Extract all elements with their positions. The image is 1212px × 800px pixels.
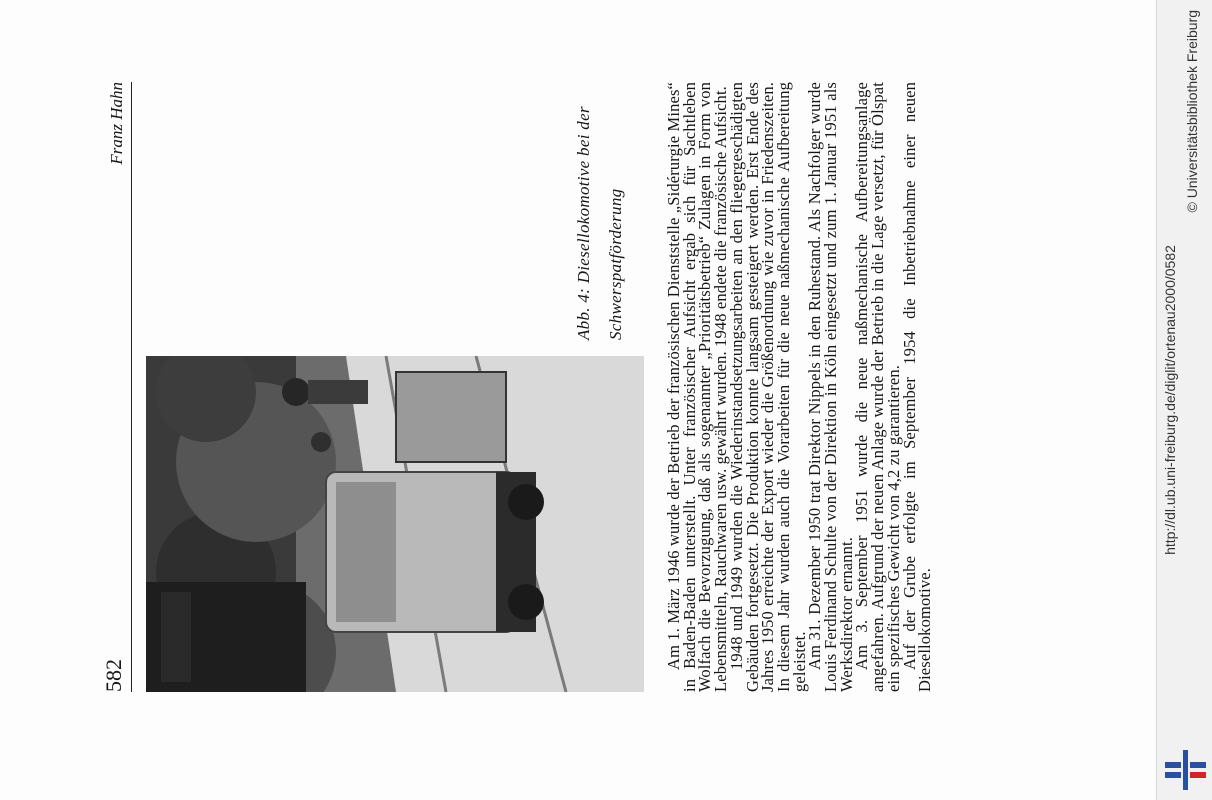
page-number: 582 — [101, 659, 126, 692]
body-paragraph: 1948 und 1949 wurden die Wiederinstandsetzungsarbeiten an den fliegergeschädigten Gebäuden fortgesetzt. Die Produktion konnte langsam gesteigert werden. Erst Ende des Jahres 1950 erreichte der Export wieder die Größenordnung wie zuvor in Friedenszeiten. In diesem Jahr wurden auch die Vorarbeiten für die neue naßmechanische Aufbereitung geleistet. — [726, 82, 809, 692]
repository-info — [1159, 10, 1209, 790]
figure-caption: Abb. 4: Diesellokomotive bei der Schwerspatförderung — [574, 106, 625, 340]
book-page — [91, 82, 1091, 692]
body-paragraph: Am 3. September 1951 wurde die neue naßmechanische Aufbereitungsanlage angefahren. Aufgrund der neuen Anlage wurde der Betrieb in die Lage versetzt, für Ölspat ein spezifisches Gewicht von 4,2 zu garantieren. — [852, 82, 903, 692]
ub-freiburg-logo-icon — [1163, 748, 1207, 792]
source-url-link[interactable]: http://dl.ub.uni-freiburg.de/diglit/ortenau2000/0582 — [1162, 245, 1178, 555]
running-head: Franz Hahn — [107, 82, 126, 165]
locomotive-photo — [146, 356, 644, 692]
locomotive-photo-image — [146, 356, 644, 692]
body-paragraph: Auf der Grube erfolgte im September 1954 die Inbetriebnahme einer neuen Diesellokomotive. — [899, 82, 935, 692]
page-header — [91, 82, 132, 692]
copyright-notice: © Universitätsbibliothek Freiburg — [1184, 10, 1200, 213]
body-text — [666, 82, 933, 692]
body-paragraph: Am 1. März 1946 wurde der Betrieb der französischen Dienststelle „Sidérurgie Mines“ in Baden-Baden unterstellt. Unter französischer Aufsicht ergab sich für Sachtleben Wolfach die Bevorzugung, daß als sogenannter „Prioritätsbetrieb“ Zulagen in Form von Lebensmitteln, Rauchwaren usw. gewährt wurden. 1948 endete die französische Aufsicht. — [664, 82, 731, 692]
body-paragraph: Am 31. Dezember 1950 trat Direktor Nippels in den Ruhestand. Als Nachfolger wurde Louis Ferdinand Schulte von der Direktion in Köln eingesetzt und zum 1. Januar 1951 als Werksdirektor ernannt. — [805, 82, 856, 692]
